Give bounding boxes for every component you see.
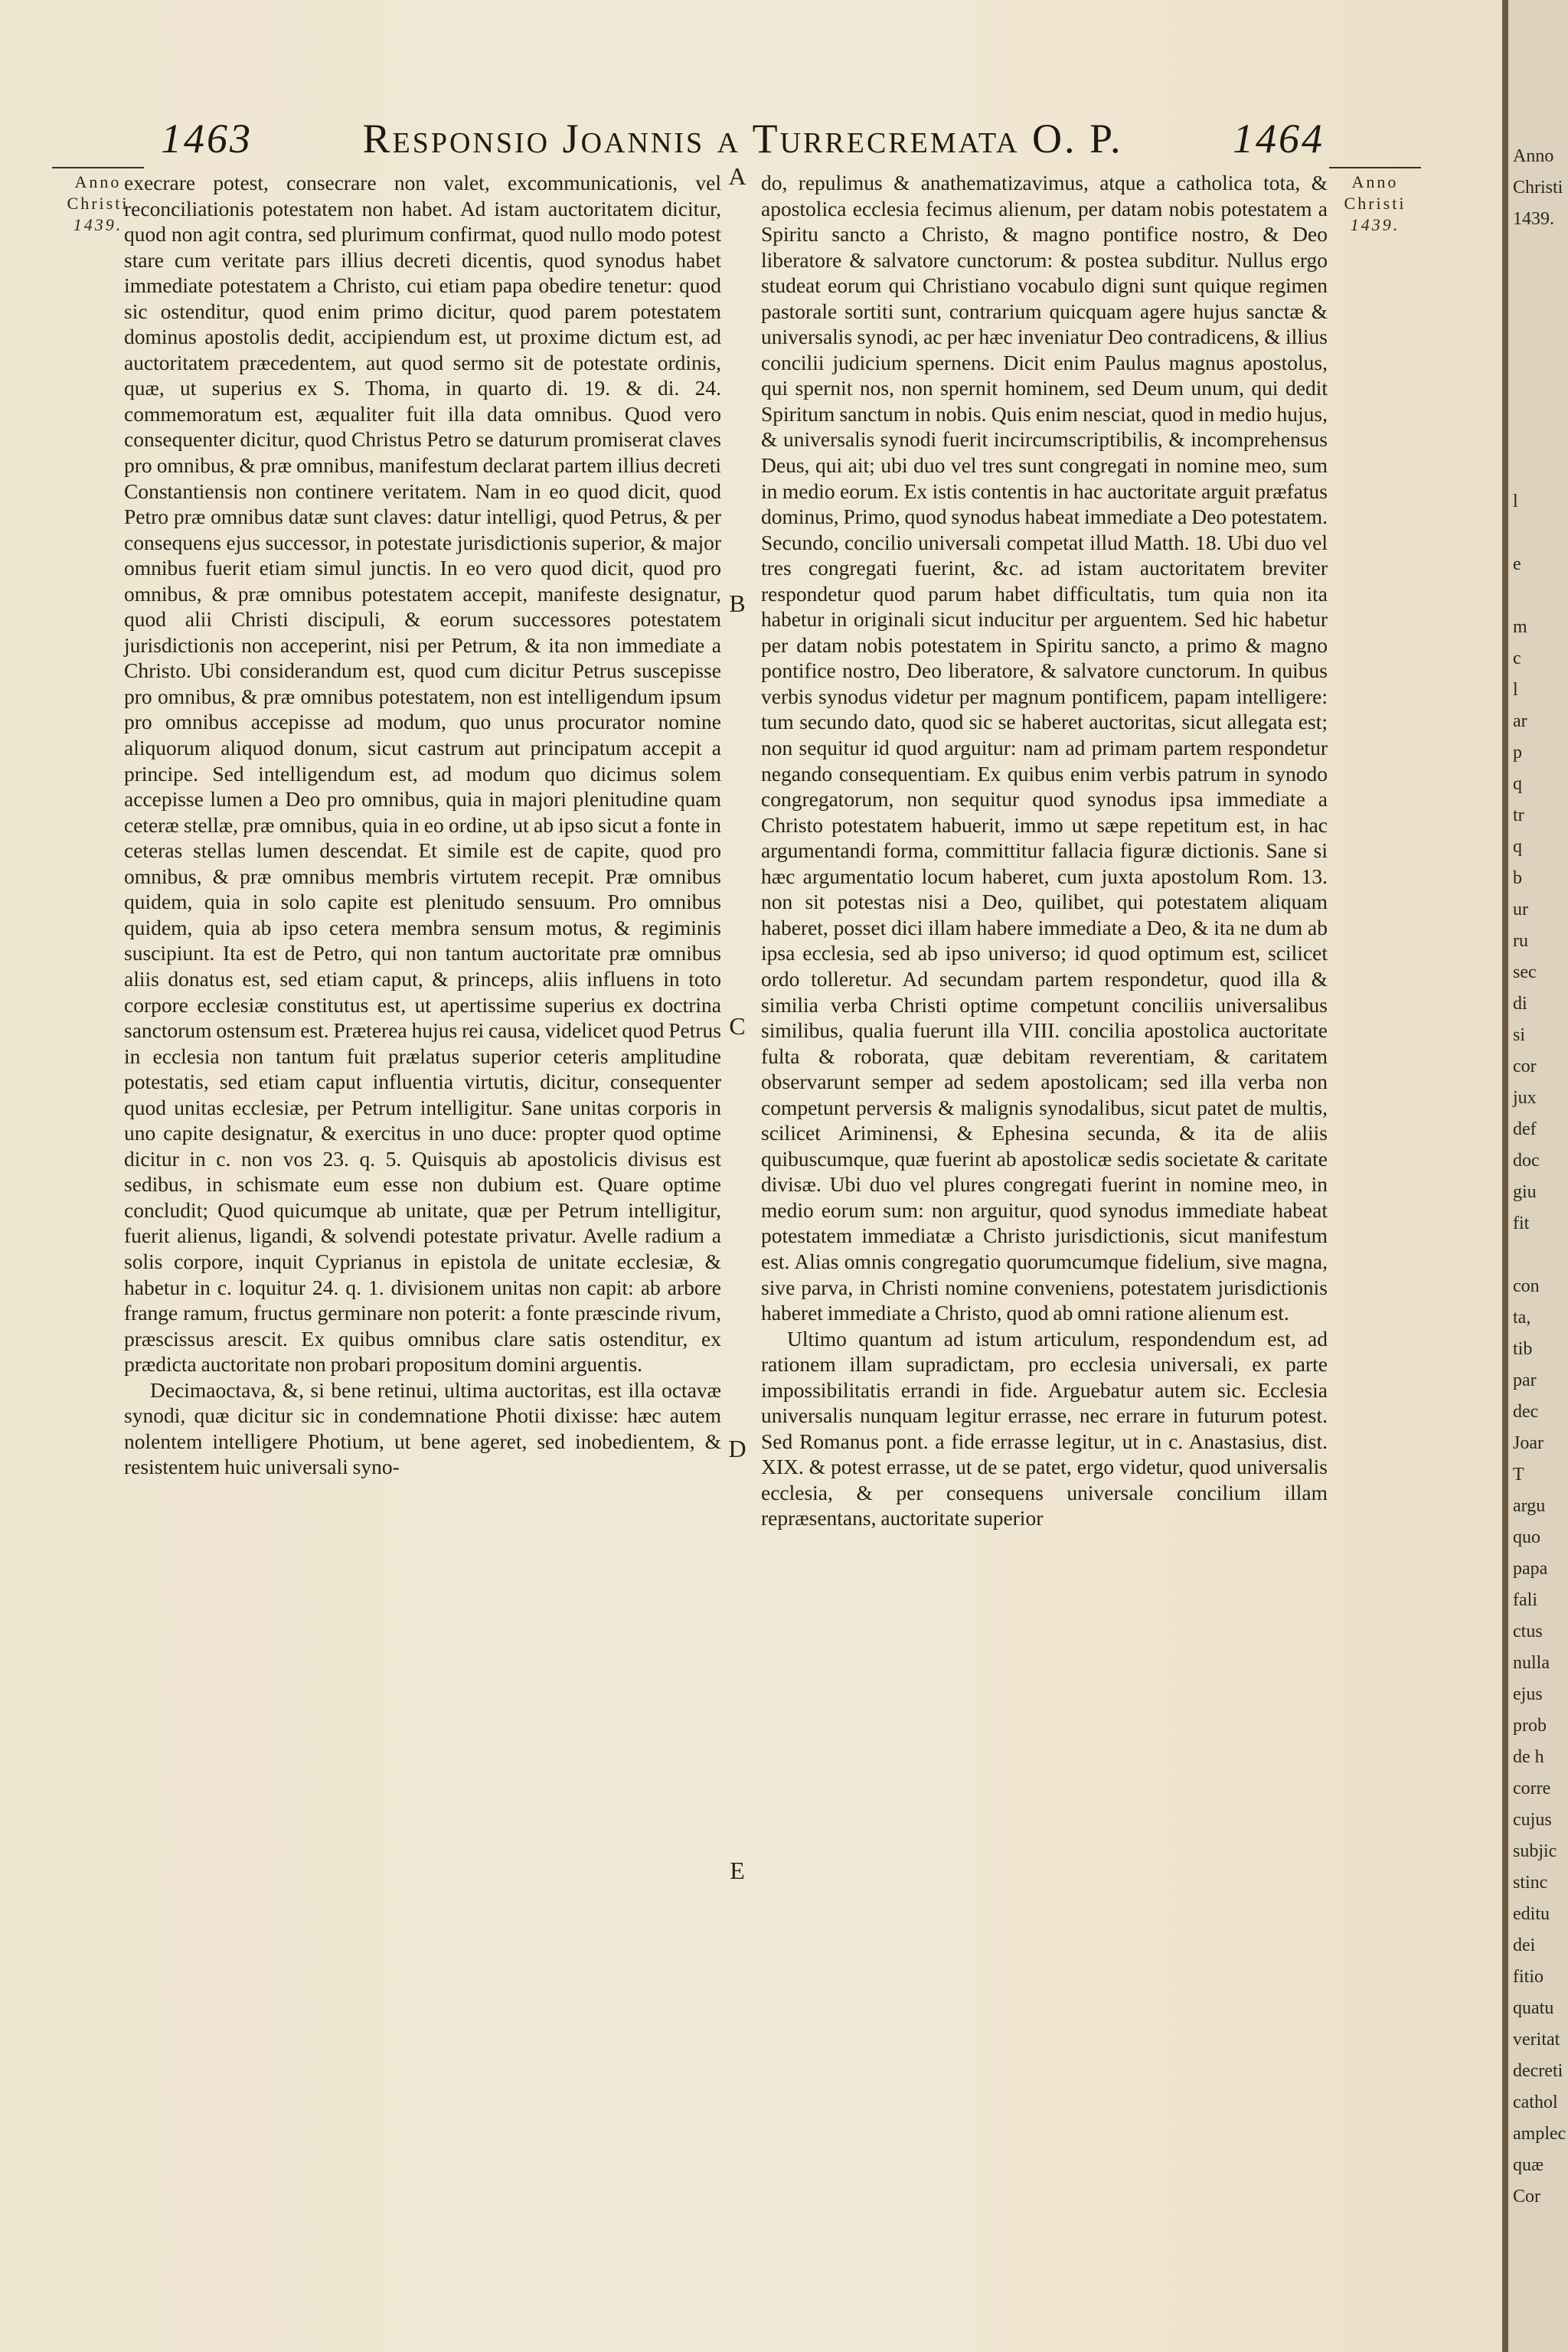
facing-page-fragment: ru bbox=[1513, 931, 1528, 951]
facing-page-fragment: editu bbox=[1513, 1904, 1550, 1924]
facing-page-fragment: par bbox=[1513, 1370, 1537, 1390]
margin-note-line: Christi bbox=[1344, 194, 1406, 213]
facing-page-fragment: q bbox=[1513, 837, 1522, 857]
facing-page-fragment: l bbox=[1513, 492, 1518, 511]
margin-note-year: 1439. bbox=[1350, 215, 1400, 234]
facing-page-fragment: T bbox=[1513, 1465, 1524, 1485]
running-head bbox=[161, 115, 1325, 168]
facing-page-fragment: e bbox=[1513, 554, 1521, 574]
facing-page-fragment: Joar bbox=[1513, 1433, 1544, 1453]
running-title: Responsio Joannis a Turrecremata O. P. bbox=[362, 116, 1123, 162]
book-gutter bbox=[1502, 0, 1508, 2352]
page-number-right: 1464 bbox=[1233, 116, 1325, 162]
margin-note-line: Christi bbox=[67, 194, 129, 213]
facing-page-fragment: Christi bbox=[1513, 178, 1563, 198]
section-letter-a: A bbox=[728, 162, 746, 190]
facing-page-fragment: sec bbox=[1513, 962, 1537, 982]
facing-page-fragment: stinc bbox=[1513, 1873, 1548, 1893]
section-letter-d: D bbox=[728, 1435, 746, 1462]
paragraph: execrare potest, consecrare non valet, excommunicationis, vel reconciliationis potestatem non habet. Ad istam auctoritatem dicitur, quod non agit contra, sed plurimum confirmat, quod nullo modo potest stare cum veritate pars illius decreti dicentis, quod synodus habet immediate potestatem a Christo, cui etiam papa obedire tenetur: quod sic ostenditur, quod enim primo dicitur, quod parem potestatem dominus apostolis dedit, accipiendum est, ut proxime dictum est, ad auctoritatem præcedentem, aut quod sermo sit de potestate ordinis, quæ, ut superius ex S. Thoma, in quarto di. 19. & di. 24. commemoratum est, æqualiter fuit illa data omnibus. Quod vero consequenter dicitur, quod Christus Petro se daturum promiserat claves pro omnibus, & præ omnibus, manifestum declarat partem illius decreti Constantiensis non continere veritatem. Nam in eo quod dicit, quod Petro præ omnibus datæ sunt claves: datur intelligi, quod Petrus, & per consequens ejus successor, in potestate jurisdictionis superior, & major omnibus fuerit etiam simul junctis. In eo vero quod dicit, quod pro omnibus, & præ omnibus potestatem accepit, manifeste designatur, quod alii Christi discipuli, & eorum successores potestatem jurisdictionis non acceperint, nisi per Petrum, & ita non immediate a Christo. Ubi considerandum est, quod cum dicitur Petrus suscepisse pro omnibus, & præ omnibus potestatem, non est intelligendum ipsum pro omnibus accepisse ad modum, quo unus procurator nomine aliquorum aliquod donum, sicut castrum aut principatum accepit a principe. Sed intelligendum est, ad modum quo dicimus solem accepisse lumen a Deo pro omnibus, quia in majori plenitudine quam ceteræ stellæ, præ omnibus, quia in eo ordine, ut ab ipso sicut a fonte in ceteras stellas lumen descendat. Et simile est de capite, quod pro omnibus, & præ omnibus membris virtutem recepit. Præ omnibus quidem, quia in solo capite est plenitudo sensuum. Pro omnibus quidem, quia ab ipso cetera membra sensum motus, & regiminis suscipiunt. Ita est de Petro, qui non tantum auctoritate præ omnibus aliis donatus est, sed etiam caput, & princeps, aliis influens in toto corpore ecclesiæ constitutus est, ut apertissime superius ex doctrina sanctorum ostensum est. Præterea hujus rei causa, videlicet quod Petrus in ecclesia non tantum fuit prælatus superior ceteris amplitudine potestatis, sed etiam caput influentia virtutis, dicitur, consequenter quod unitas ecclesiæ, per Petrum intelligitur. Sane unitas corporis in uno capite designatur, & exercitus in uno duce: propter quod optime dicitur in c. non vos 23. q. 5. Quisquis ab apostolicis divisus est sedibus, in schismate eum esse non dubium est. Quare optime concludit; Quod quicumque ab unitate, quæ per Petrum intelligitur, fuerit alienus, ligandi, & solvendi potestate privatur. Avelle radium a solis corpore, inquit Cyprianus in epistola de unitate ecclesiæ, & habetur in c. loquitur 24. q. 1. divisionem unitas non capit: ab arbore frange ramum, fructus germinare non poterit: a fonte præscinde rivum, præscissus arescit. Ex quibus omnibus clare satis ostenditur, ex prædicta auctoritate non probari propositum domini arguentis. bbox=[124, 171, 721, 1377]
facing-page-fragment: doc bbox=[1513, 1151, 1540, 1171]
facing-page-fragment: quo bbox=[1513, 1527, 1540, 1547]
facing-page-fragment: corre bbox=[1513, 1779, 1551, 1798]
facing-page-fragment: quæ bbox=[1513, 2155, 1544, 2175]
paragraph: do, repulimus & anathematizavimus, atque a catholica tota, & apostolica ecclesia fecimus alienum, per datam nobis potestatem a Spiritu sancto a Christo, & magno pontifice nostro, & Deo liberatore & salvatore cunctorum: & postea subditur. Nullus ergo studeat eorum qui Christiano vocabulo digni sunt quique regimen pastorale sortiti sunt, contrarium quicquam agere hujus sanctæ & universalis synodi, ac per hæc inveniatur Deo contradicens, & illius concilii judicium spernens. Dicit enim Paulus magnus apostolus, qui spernit nos, non spernit hominem, sed Deum unum, qui dedit Spiritum sanctum in nobis. Quis enim nesciat, quod in medio hujus, & universalis synodi fuerit incircumscriptibilis, & incomprehensus Deus, qui ait; ubi duo vel tres sunt congregati in nomine meo, sum in medio eorum. Ex istis contentis in hac auctoritate arguit præfatus dominus, Primo, quod synodus habeat immediate a Deo potestatem. Secundo, concilio universali competat illud Matth. 18. Ubi duo vel tres congregati fuerint, &c. ad istam auctoritatem breviter respondetur quod parum habet difficultatis, tum quia non ita habetur in originali sicut inducitur per arguentem. Sed hic habetur per datam nobis potestatem in Spiritu sancto, a primo & magno pontifice nostro, Deo liberatore, & salvatore cunctorum. In quibus verbis synodus videtur per magnum pontificem, papam intelligere: tum secundo dato, quod sic se haberet auctoritas, sicut allegata est; non sequitur id quod arguitur: nam ad primam partem respondetur negando consequentiam. Ex quibus enim verbis patrum in synodo congregatorum, non sequitur quod synodus ipsa immediate a Christo potestatem habuerit, immo ut sæpe repetitum est, in hac argumentandi forma, committitur fallacia figuræ dictionis. Sane si hæc argumentatio locum haberet, cum juxta apostolum Rom. 13. non sit potestas nisi a Deo, quilibet, qui potestatem aliquam haberet, posset dici illam habere immediate a Deo, & ita ne dum ab ipsa ecclesia, sed ab ipso universo; id quod optimum est, scilicet ordo tolleretur. Ad secundam partem respondetur, quod illa & similia verba Christi optime competunt conciliis universalibus similibus, qualia fuerunt illa VIII. concilia apostolica auctoritate fulta & roborata, quæ debitam reverentiam, & caritatem observarunt semper ad sedem apostolicam; sed illa verba non competunt perversis & malignis synodalibus, sicut patet de multis, scilicet Ariminensi, & Ephesina secunda, & ita de aliis quibuscumque, quæ fuerint ab apostolicæ sedis societate & caritate divisæ. Ubi duo vel plures congregati fuerint in nomine meo, in medio eorum sum: non arguitur, quod synodus immediate habeat potestatem immediatæ a Christo jurisdictionis, sicut manifestum est. Alias omnis congregatio quorumcumque fidelium, sive magna, sive parva, in Christi nomine conveniens, potestatem jurisdictionis haberet immediate a Christo, quod ab omni ratione alienum est. bbox=[761, 171, 1328, 1325]
facing-page-fragment: b bbox=[1513, 868, 1522, 888]
facing-page-fragment: veritat bbox=[1513, 2030, 1560, 2050]
margin-rule bbox=[1329, 167, 1421, 168]
facing-page-fragment: amplec bbox=[1513, 2124, 1566, 2144]
left-column bbox=[124, 170, 721, 1480]
facing-page-fragment: c bbox=[1513, 648, 1521, 668]
facing-page-fragment: Anno bbox=[1513, 146, 1554, 166]
facing-page-fragment: ar bbox=[1513, 711, 1527, 731]
facing-page-fragment: giu bbox=[1513, 1182, 1537, 1202]
paragraph: Ultimo quantum ad istum articulum, respondendum est, ad rationem illam supradictam, pro ecclesia universali, ex parte impossibilitatis errandi in fide. Arguebatur autem sic. Ecclesia universalis nunquam legitur errasse, nec errare in futurum potest. Sed Romanus pont. a fide errasse legitur, ut in c. Anastasius, dist. XIX. & potest errasse, ut de se patet, ergo videtur, quod universalis ecclesia, & per consequens universale concilium illam repræsentans, auctoritate superior bbox=[761, 1326, 1328, 1530]
facing-page-fragment: tib bbox=[1513, 1339, 1533, 1359]
facing-page-fragment: Cor bbox=[1513, 2187, 1540, 2207]
facing-page-fragment: cor bbox=[1513, 1057, 1537, 1076]
margin-note-line: Anno bbox=[74, 172, 122, 191]
facing-page-fragment: def bbox=[1513, 1119, 1537, 1139]
facing-page-fragment: quatu bbox=[1513, 1998, 1554, 2018]
section-letter-e: E bbox=[730, 1857, 745, 1884]
facing-page-fragment: decreti bbox=[1513, 2061, 1563, 2081]
paragraph: Decimaoctava, &, si bene retinui, ultima auctoritas, est illa octavæ synodi, quæ dicitur sic in condemnatione Photii dixisse: hæc autem nolentem intelligere Photium, ut bene ageret, sed inobedientem, & resistentem huic universali syno- bbox=[124, 1377, 721, 1479]
facing-page-fragment: ctus bbox=[1513, 1622, 1543, 1642]
section-letter-b: B bbox=[729, 590, 746, 617]
facing-page-fragment: con bbox=[1513, 1276, 1540, 1296]
section-letter-c: C bbox=[729, 1012, 746, 1040]
facing-page-fragment: ta, bbox=[1513, 1308, 1531, 1328]
facing-page-fragment: q bbox=[1513, 774, 1522, 794]
facing-page-fragment: di bbox=[1513, 994, 1527, 1014]
facing-page-fragment: fali bbox=[1513, 1590, 1537, 1610]
facing-page-fragment: si bbox=[1513, 1025, 1526, 1045]
facing-page-fragment: p bbox=[1513, 743, 1522, 763]
facing-page-fragment: fit bbox=[1513, 1214, 1530, 1233]
facing-page-fragment: nulla bbox=[1513, 1653, 1550, 1673]
margin-note-line: Anno bbox=[1351, 172, 1399, 191]
facing-page-fragment: dei bbox=[1513, 1936, 1536, 1955]
facing-page-fragment: argu bbox=[1513, 1496, 1546, 1516]
margin-note-right bbox=[1321, 167, 1429, 236]
facing-page-fragment: dec bbox=[1513, 1402, 1539, 1422]
facing-page-fragment: prob bbox=[1513, 1716, 1547, 1736]
facing-page-fragment: ur bbox=[1513, 900, 1528, 920]
facing-page-fragment: 1439. bbox=[1513, 209, 1554, 229]
facing-page-fragment: papa bbox=[1513, 1559, 1548, 1579]
facing-page-fragment: fitio bbox=[1513, 1967, 1544, 1987]
facing-page-fragment: cathol bbox=[1513, 2092, 1558, 2112]
facing-page-fragment: m bbox=[1513, 617, 1527, 637]
facing-page-fragment: jux bbox=[1513, 1088, 1537, 1108]
page-number-left: 1463 bbox=[161, 116, 253, 162]
margin-rule bbox=[52, 167, 144, 168]
facing-page-fragment: ejus bbox=[1513, 1684, 1543, 1704]
right-column bbox=[761, 170, 1328, 1531]
facing-page-fragment: cujus bbox=[1513, 1810, 1552, 1830]
facing-page-fragment: de h bbox=[1513, 1747, 1544, 1767]
facing-page-fragment: subjic bbox=[1513, 1841, 1557, 1861]
margin-note-year: 1439. bbox=[73, 215, 123, 234]
facing-page-fragment: l bbox=[1513, 680, 1518, 700]
facing-page-fragment: tr bbox=[1513, 805, 1524, 825]
